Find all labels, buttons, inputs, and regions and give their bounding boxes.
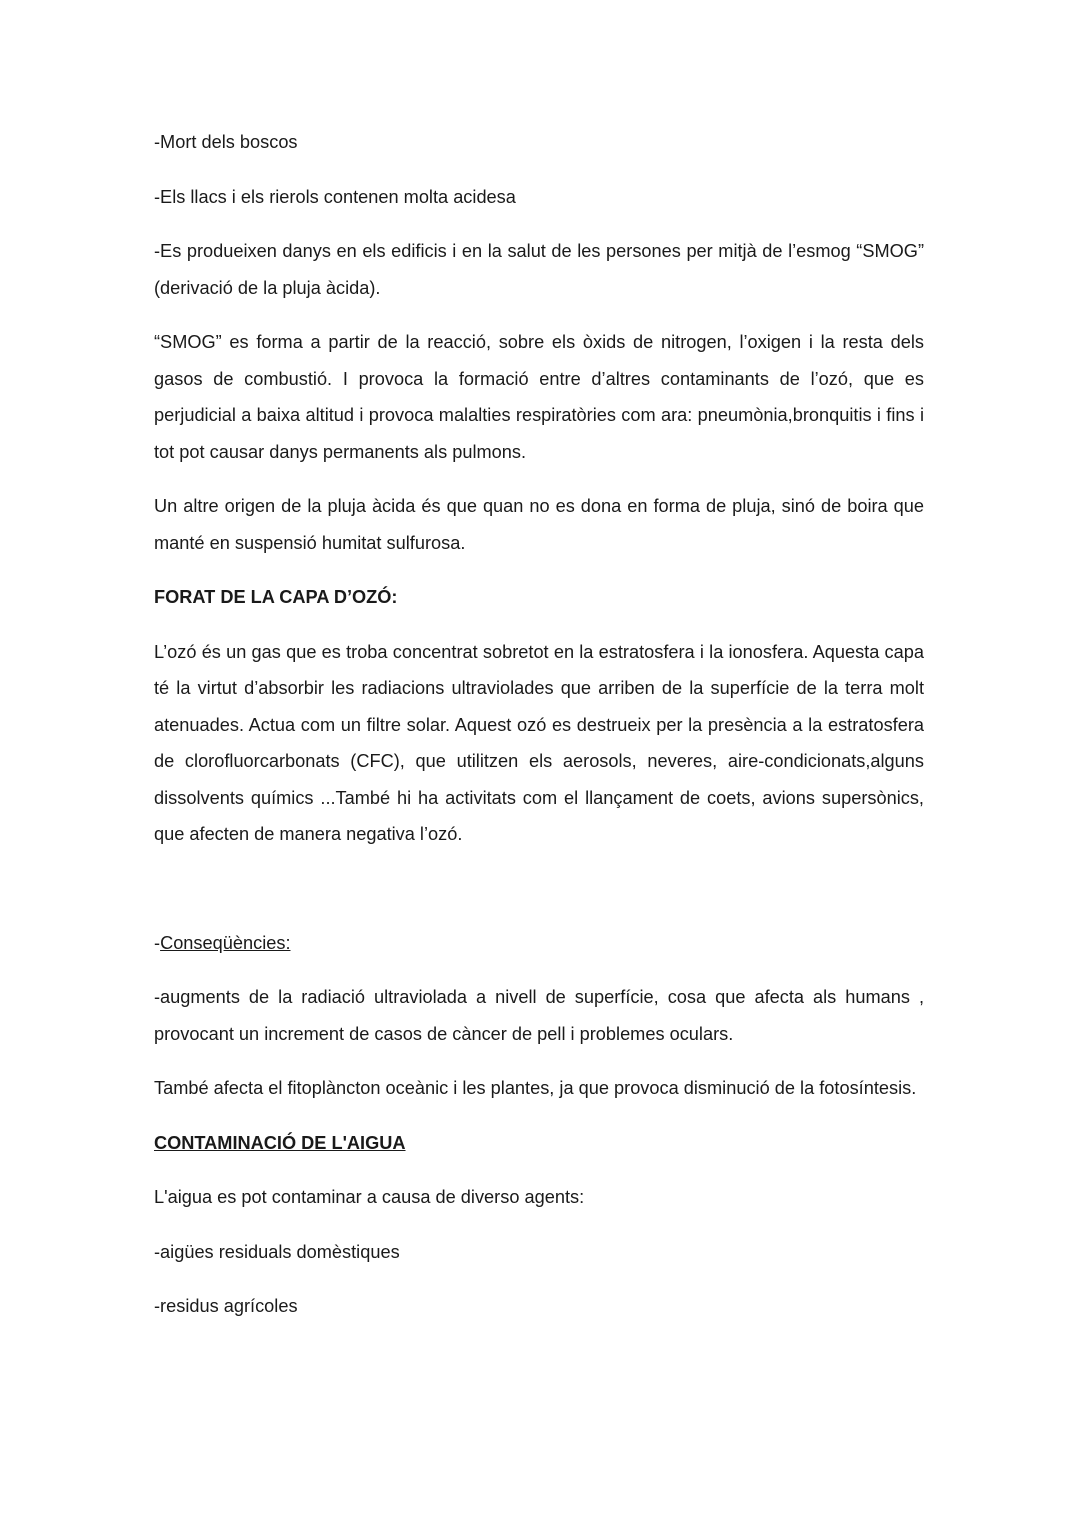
smog-paragraph: “SMOG” es forma a partir de la reacció, sobre els òxids de nitrogen, l’oxigen i la resta dels gasos de combustió. I provoca la formació entre d’altres contaminants de l’ozó, que es perjudicial a baixa altitud i provoca malalties respiratòries com ara: pneumònia,bronquitis i fins i tot pot causar danys permanents als pulmons. <box>154 332 924 462</box>
ozone-heading: FORAT DE LA CAPA D’OZÓ: <box>154 587 398 607</box>
ozone-paragraph: L’ozó és un gas que es troba concentrat sobretot en la estratosfera i la ionosfera. Aquesta capa té la virtut d’absorbir les radiacions ultraviolades que arriben de la superfície de la terra molt atenuades. Actua com un filtre solar. Aquest ozó es destrueix per la presència a la estratosfera de clorofluorcarbonats (CFC), que utilitzen els aerosols, neveres, aire-condicionats,alguns dissolvents químics ...També hi ha activitats com el llançament de coets, avions supersònics, que afecten de manera negativa l’ozó. <box>154 641 924 844</box>
consequences-label-text: Conseqüències: <box>160 932 291 953</box>
consequence-uv-radiation: -augments de la radiació ultraviolada a nivell de superfície, cosa que afecta als humans , provocant un increment de casos de càncer de pell i problemes oculars. <box>154 987 924 1044</box>
bullet-building-damage: -Es produeixen danys en els edificis i en la salut de les persones per mitjà de l’esmog “SMOG” (derivació de la pluja àcida). <box>154 241 924 298</box>
bullet-lakes-acidity: -Els llacs i els rierols contenen molta acidesa <box>154 186 516 207</box>
document-page <box>154 124 924 1343</box>
consequences-label <box>154 925 924 962</box>
water-pollution-intro: L'aigua es pot contaminar a causa de diverso agents: <box>154 1187 585 1207</box>
water-item-domestic: -aigües residuals domèstiques <box>154 1241 400 1262</box>
consequence-phytoplankton: També afecta el fitoplàncton oceànic i les plantes, ja que provoca disminució de la fotosíntesis. <box>154 1078 917 1098</box>
bullet-forest-death: -Mort dels boscos <box>154 132 298 152</box>
water-item-agricultural: -residus agrícoles <box>154 1296 298 1316</box>
water-pollution-heading: CONTAMINACIÓ DE L'AIGUA <box>154 1132 406 1153</box>
consequences-dash: - <box>154 932 161 953</box>
acid-rain-origin-paragraph: Un altre origen de la pluja àcida és que quan no es dona en forma de pluja, sinó de boira que manté en suspensió humitat sulfurosa. <box>154 496 924 553</box>
